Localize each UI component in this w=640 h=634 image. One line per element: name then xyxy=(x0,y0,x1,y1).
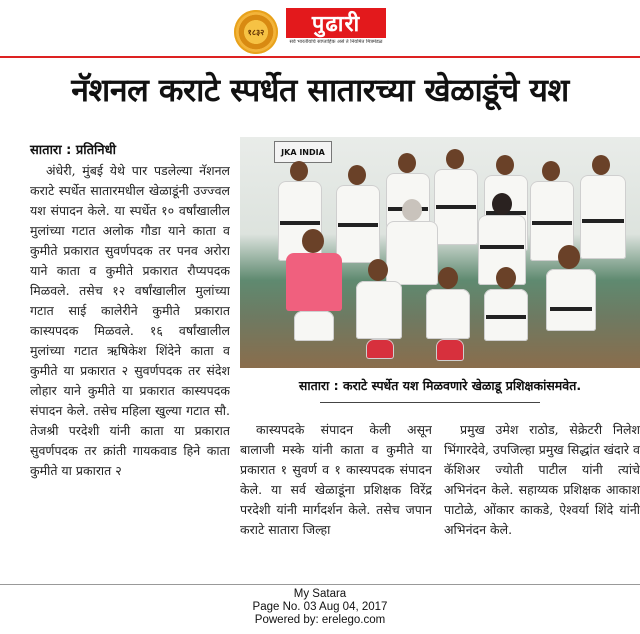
caption-divider xyxy=(320,402,540,403)
photo-caption: सातारा : कराटे स्पर्धेत यश मिळवणारे खेळाडू प्रशिक्षकांसमवेत. xyxy=(298,378,582,393)
column-1-text: अंधेरी, मुंबई येथे पार पडलेल्या नॅशनल कराटे स्पर्धेत सातारमधील खेळाडूंनी उज्ज्वल यश संपादन केले. या स्पर्धेत १० वर्षांखालील मुलांच्या गटात अलोक गौडा याने काता व कुमीते प्रकारात सुवर्णपदक तर पनव अरोरा याने काता व कुमीते प्रकारात रौप्यपदक मिळवले. तसेच १२ वर्षांखालील मुलांच्या गटात साई कालेरीने कुमीते प्रकारात कास्यपदक मिळवले. १६ वर्षांखालील मुलांच्या गटात ऋषिकेश शिंदेने काता व कुमीते या प्रकारात २ सुवर्णपदक तर संदेश लोहार याने कुमीते या प्रकारात कास्यपदक संपादन केले. तसेच महिला खुल्या गटात सौ. तेजश्री परदेशी यांनी काता या प्रकारात सुवर्णपदक तर क्रांती गायकवाड हिने काता कुमीते या प्रकारात २ xyxy=(30,163,230,478)
team-photo xyxy=(240,137,640,368)
column-2-text: कास्यपदके संपादन केली असून बालाजी मस्के यांनी काता व कुमीते या प्रकारात १ सुवर्ण व १ कास्यपदक संपादन केले. या सर्व खेळाडूंना प्रशिक्षक विरेंद्र परदेशी यांनी मार्गदर्शन केले. तसेच जपान कराटे सातारा जिल्हा xyxy=(240,422,432,537)
article-dateline: सातारा : प्रतिनिधी xyxy=(30,143,116,158)
footer xyxy=(0,588,640,634)
article-column-1 xyxy=(30,161,230,581)
anniversary-emblem-icon xyxy=(234,10,278,54)
article-column-3 xyxy=(444,420,640,580)
logo-tagline: सर्व भारतीयांचे साप्ताहिक असे ते नियमित मित्रमंडळ xyxy=(289,39,383,45)
column-3-text: प्रमुख उमेश राठोड, सेक्रेटरी निलेश भिंगारदेवे, उपजिल्हा प्रमुख सिद्धांत खंदारे व कॅशिअर ज्योती पाटील यांनी त्यांचे अभिनंदन केले. सहाय्यक प्रशिक्षक आकाश पाटोळे, ओंकार काकडे, ऐश्वर्या शिंदे यांनी अभिनंदन केले. xyxy=(444,422,640,537)
logo-text: पुढारी xyxy=(286,8,386,38)
article-headline: नॅशनल कराटे स्पर्धेत सातारच्या खेळाडूंचे यश xyxy=(71,71,569,109)
masthead-divider xyxy=(0,56,640,58)
footer-divider xyxy=(0,584,640,585)
photo-banner: JKA INDIA xyxy=(274,141,332,163)
emblem-text: १८३२ xyxy=(247,27,265,37)
footer-edition: My Satara xyxy=(293,588,347,600)
article-column-2 xyxy=(240,420,432,580)
footer-powered-by[interactable]: Powered by: erelego.com xyxy=(254,614,386,626)
newspaper-logo[interactable] xyxy=(286,8,386,48)
masthead xyxy=(0,0,640,56)
footer-page-date: Page No. 03 Aug 04, 2017 xyxy=(252,601,388,613)
